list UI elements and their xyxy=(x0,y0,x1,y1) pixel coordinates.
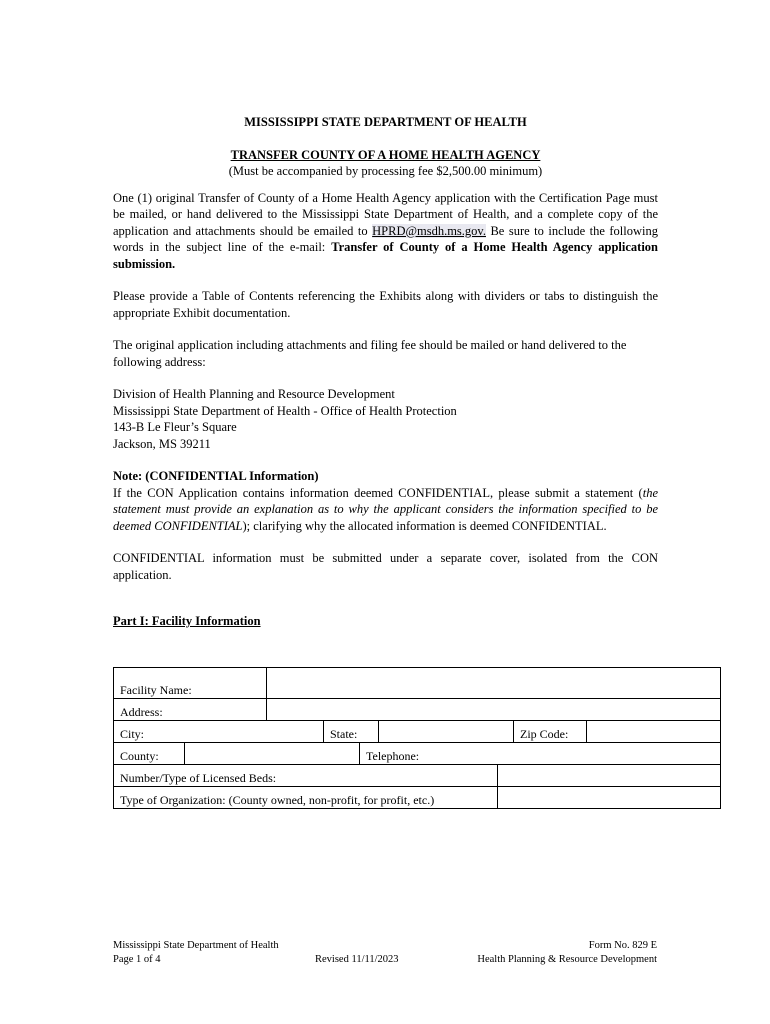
address-line: Mississippi State Department of Health - Office of Health Protection xyxy=(113,403,457,418)
beds-row xyxy=(114,765,720,786)
footer-right xyxy=(477,939,657,967)
intro-subject-line: Transfer of County of a Home Health Agency application submission. xyxy=(113,240,658,271)
form-title: TRANSFER COUNTY OF A HOME HEALTH AGENCY xyxy=(230,147,541,162)
mailing-address xyxy=(113,386,658,452)
note-heading: Note: (CONFIDENTIAL Information) xyxy=(113,469,319,483)
state-field[interactable] xyxy=(379,721,514,742)
note-italic-text: the statement must provide an explanation as to why the applicant considers the information specified to be deemed CONFIDENTIAL xyxy=(113,485,658,533)
beds-field[interactable] xyxy=(498,765,721,786)
address-line: Division of Health Planning and Resource Development xyxy=(113,387,395,401)
facility-name-label: Facility Name: xyxy=(114,668,267,699)
state-label: State: xyxy=(324,721,379,742)
facility-name-field[interactable] xyxy=(267,668,721,699)
zip-field[interactable] xyxy=(587,721,721,742)
footer-page-number: Page 1 of 4 xyxy=(113,954,161,965)
toc-paragraph: Please provide a Table of Contents referencing the Exhibits along with dividers or tabs to distinguish the appropriate Exhibit documentation. xyxy=(113,289,658,320)
part1-heading: Part I: Facility Information xyxy=(113,614,261,628)
mailing-paragraph: The original application including attachments and filing fee should be mailed or hand delivered to the following address: xyxy=(113,338,627,369)
address-field[interactable] xyxy=(267,699,721,721)
footer-dept: Mississippi State Department of Health xyxy=(113,940,279,951)
intro-paragraph xyxy=(113,190,658,273)
city-label: City: xyxy=(120,727,145,741)
intro-text-b: Be sure to include the following words in the subject line of the e-mail: xyxy=(113,223,658,254)
footer-revised: Revised 11/11/2023 xyxy=(315,954,399,965)
county-telephone-row xyxy=(114,743,720,764)
org-type-field[interactable] xyxy=(498,787,721,808)
document-body xyxy=(113,114,658,630)
email-link[interactable]: HPRD@msdh.ms.gov. xyxy=(372,223,486,238)
city-state-zip-row xyxy=(114,721,720,742)
county-label: County: xyxy=(120,749,159,763)
org-type-row xyxy=(114,787,720,808)
beds-label: Number/Type of Licensed Beds: xyxy=(120,771,277,785)
note-paragraph xyxy=(113,485,658,535)
footer-left xyxy=(113,939,279,967)
facility-info-table xyxy=(113,667,721,809)
note-text-a: If the CON Application contains information deemed CONFIDENTIAL, please submit a statement ( xyxy=(113,485,643,500)
footer-division: Health Planning & Resource Development xyxy=(477,954,657,965)
address-label: Address: xyxy=(114,699,267,721)
address-line: 143-B Le Fleur’s Square xyxy=(113,420,237,434)
address-line: Jackson, MS 39211 xyxy=(113,436,211,451)
telephone-label: Telephone: xyxy=(360,743,721,764)
zip-label: Zip Code: xyxy=(514,721,587,742)
fee-note: (Must be accompanied by processing fee $2,500.00 minimum) xyxy=(228,164,543,178)
agency-title: MISSISSIPPI STATE DEPARTMENT OF HEALTH xyxy=(244,115,527,129)
intro-text-a: One (1) original Transfer of County of a Home Health Agency application with the Certification Page must be mailed, or hand delivered to the Mississippi State Department of Health, and a complete copy of the application and attachments should be emailed to xyxy=(113,190,658,238)
confidential-paragraph: CONFIDENTIAL information must be submitted under a separate cover, isolated from the CON application. xyxy=(113,551,658,582)
footer-form-number: Form No. 829 E xyxy=(588,940,657,951)
county-field[interactable] xyxy=(185,743,360,764)
note-text-b: ); clarifying why the allocated information is deemed CONFIDENTIAL. xyxy=(242,518,607,533)
org-type-label: Type of Organization: (County owned, non-profit, for profit, etc.) xyxy=(120,793,435,807)
